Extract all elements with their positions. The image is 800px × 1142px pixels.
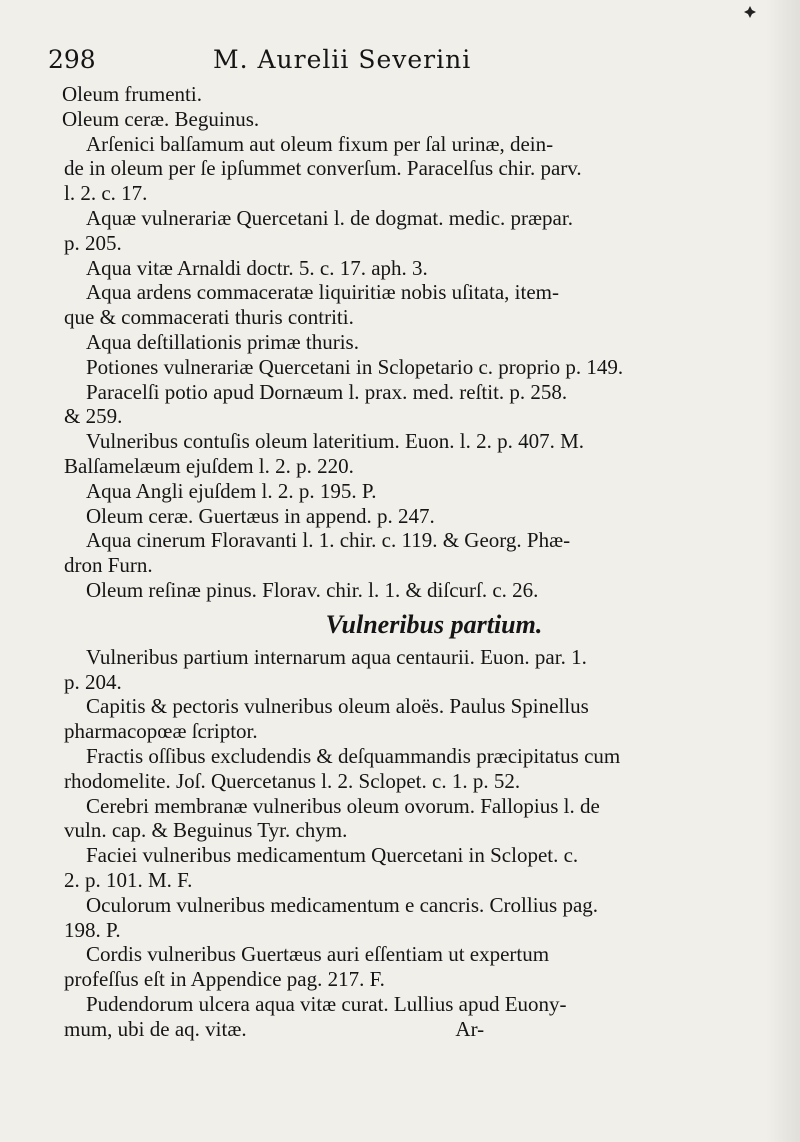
text-line: Oleum reſinæ pinus. Florav. chir. l. 1. & diſcurſ. c. 26.: [86, 577, 539, 602]
text-line: Balſamelæum ejuſdem l. 2. p. 220.: [64, 453, 354, 478]
text-line: 2. p. 101. M. F.: [64, 867, 193, 892]
text-line: pharmacopœæ ſcriptor.: [64, 719, 258, 744]
page-header: [48, 40, 768, 80]
text-line: p. 204.: [64, 669, 122, 694]
text-line: l. 2. c. 17.: [64, 181, 148, 206]
text-line: 198. P.: [64, 917, 121, 942]
text-line: Oleum frumenti.: [62, 82, 202, 106]
text-line: Aqua deſtillationis primæ thuris.: [86, 329, 359, 354]
text-line: & 259.: [64, 404, 123, 429]
text-line: Vulneribus contuſis oleum lateritium. Euon. l. 2. p. 407. M.: [86, 429, 585, 454]
text-line: Pudendorum ulcera aqua vitæ curat. Lullius apud Euony-: [86, 991, 567, 1016]
text-line: dron Furn.: [64, 553, 153, 578]
running-title: M. Aurelii Severini: [213, 45, 472, 74]
text-line: Arſenici balſamum aut oleum fixum per ſal urinæ, dein-: [86, 131, 554, 156]
text-line: de in oleum per ſe ipſummet converſum. Paracelſus chir. parv.: [64, 156, 582, 181]
text-line: rhodomelite. Joſ. Quercetanus l. 2. Sclopet. c. 1. p. 52.: [64, 768, 521, 793]
text-line: Aquæ vulnerariæ Quercetani l. de dogmat. medic. præpar.: [86, 205, 573, 230]
text-line: Oculorum vulneribus medicamentum e cancris. Crollius pag.: [86, 892, 599, 917]
text-line: Aqua vitæ Arnaldi doctr. 5. c. 17. aph. 3.: [86, 255, 428, 280]
text-line: Fractis oſſibus excludendis & deſquammandis præcipitatus cum: [86, 743, 621, 768]
text-line: Paracelſi potio apud Dornæum l. prax. med. reſtit. p. 258.: [86, 379, 568, 404]
text-line: que & commacerati thuris contriti.: [64, 305, 354, 330]
ink-blot-icon: [744, 6, 756, 18]
text-line: Oleum ceræ. Beguinus.: [62, 106, 260, 131]
text-line: Cerebri membranæ vulneribus oleum ovorum. Fallopius l. de: [86, 793, 600, 818]
page-edge-shadow: [766, 0, 800, 1142]
text-line: profeſſus eſt in Appendice pag. 217. F.: [64, 967, 385, 992]
section-heading: Vulneribus partium.: [325, 609, 543, 639]
text-line: Oleum ceræ. Guertæus in append. p. 247.: [86, 503, 435, 528]
text-line: Potiones vulnerariæ Quercetani in Sclopetario c. proprio p. 149.: [86, 354, 624, 379]
text-line: mum, ubi de aq. vitæ. Ar-: [64, 1016, 485, 1041]
text-line: Aqua Angli ejuſdem l. 2. p. 195. P.: [86, 478, 377, 503]
text-line: Cordis vulneribus Guertæus auri eſſentiam ut expertum: [86, 942, 550, 967]
text-line: Capitis & pectoris vulneribus oleum aloës. Paulus Spinellus: [86, 694, 589, 719]
text-line: Vulneribus partium internarum aqua centaurii. Euon. par. 1.: [86, 644, 587, 669]
text-line: Aqua cinerum Floravanti l. 1. chir. c. 119. & Georg. Phæ-: [86, 528, 571, 553]
text-line: Faciei vulneribus medicamentum Quercetani in Sclopet. c.: [86, 843, 579, 868]
text-body: [64, 82, 764, 1041]
text-line: vuln. cap. & Beguinus Tyr. chym.: [64, 818, 348, 843]
page-number: 298: [48, 45, 96, 74]
text-line: Aqua ardens commaceratæ liquiritiæ nobis uſitata, item-: [86, 280, 559, 305]
text-line: p. 205.: [64, 230, 122, 255]
